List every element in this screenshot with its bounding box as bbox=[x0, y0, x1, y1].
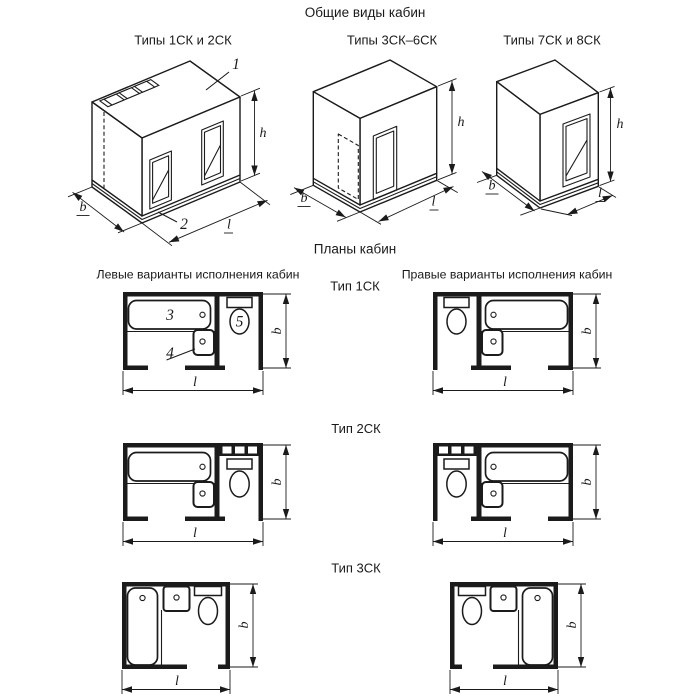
plan-type-label: Тип 2СК bbox=[331, 421, 381, 436]
bathtub bbox=[128, 453, 215, 484]
section-title: Общие виды кабин bbox=[304, 5, 426, 20]
plan-type-label: Тип 1СК bbox=[330, 278, 380, 294]
dim-label-l: l bbox=[193, 375, 197, 390]
dim-label-l: l bbox=[227, 217, 231, 233]
plan-3sk-left bbox=[122, 582, 258, 694]
dim-label-l: l bbox=[431, 194, 436, 210]
plan-row-type-2sk bbox=[123, 421, 601, 546]
bathtub bbox=[519, 588, 553, 665]
dim-label-b: b bbox=[270, 327, 285, 335]
washbasin bbox=[164, 587, 190, 612]
vent-block bbox=[438, 443, 477, 456]
section-general-views bbox=[68, 5, 624, 246]
iso-view-caption: Типы 3СК–6СК bbox=[346, 32, 438, 48]
callout-bathtub: 3 bbox=[166, 307, 174, 324]
iso-view-types-3sk-6sk bbox=[290, 33, 464, 225]
svg-text:4: 4 bbox=[166, 345, 174, 362]
bathtub bbox=[482, 301, 569, 332]
dimension-h bbox=[241, 88, 267, 181]
dim-label-b: b bbox=[237, 621, 252, 629]
plan-type-label: Тип 3СК bbox=[331, 560, 381, 576]
dim-label-h: h bbox=[616, 117, 624, 132]
cabin-box bbox=[313, 60, 436, 212]
bathtub bbox=[128, 588, 162, 665]
dim-label-h: h bbox=[259, 126, 267, 141]
dimension-h bbox=[438, 79, 465, 180]
dim-label-l: l bbox=[503, 674, 507, 689]
dimension-b bbox=[558, 584, 586, 667]
dim-label-l: l bbox=[193, 526, 197, 541]
plan-3sk-right bbox=[450, 582, 586, 694]
plan-1sk-right bbox=[433, 292, 601, 395]
vent-block bbox=[220, 443, 259, 456]
washbasin bbox=[194, 482, 215, 507]
right-variants-header: Правые варианты исполнения кабин bbox=[401, 267, 613, 282]
iso-view-types-7sk-8sk bbox=[477, 33, 624, 216]
toilet bbox=[459, 587, 486, 625]
dim-label-l: l bbox=[503, 375, 507, 390]
left-variants-header: Левые варианты исполнения кабин bbox=[96, 267, 300, 282]
washbasin bbox=[482, 330, 503, 355]
cabin-box bbox=[497, 60, 599, 208]
iso-view-caption: Типы 7СК и 8СК bbox=[503, 32, 601, 48]
toilet bbox=[444, 459, 469, 497]
dimension-b bbox=[230, 584, 258, 667]
dim-label-l: l bbox=[598, 186, 602, 201]
dimension-b bbox=[573, 294, 601, 368]
callout-washbasin bbox=[166, 345, 195, 362]
section-plans bbox=[97, 242, 613, 695]
plan-row-type-1sk bbox=[123, 279, 601, 396]
dimension-b bbox=[573, 445, 601, 519]
dim-label-b: b bbox=[565, 621, 580, 629]
washbasin bbox=[194, 330, 215, 355]
callout-number: 1 bbox=[232, 56, 240, 73]
washbasin bbox=[482, 482, 503, 507]
washbasin bbox=[491, 587, 517, 612]
plans-title: Планы кабин bbox=[313, 241, 397, 257]
dimension-l bbox=[123, 522, 263, 546]
dimension-h bbox=[600, 86, 624, 185]
dim-label-b: b bbox=[580, 327, 595, 335]
toilet bbox=[444, 298, 469, 335]
callout-toilet: 5 bbox=[235, 313, 244, 331]
dimension-l bbox=[433, 522, 573, 546]
dim-label-b: b bbox=[300, 191, 308, 206]
dim-label-b: b bbox=[270, 478, 285, 486]
callout-number: 2 bbox=[180, 216, 188, 233]
dim-label-b: b bbox=[79, 200, 87, 215]
plan-1sk-left bbox=[123, 292, 291, 395]
iso-view-caption: Типы 1СК и 2СК bbox=[134, 32, 232, 48]
dimension-b bbox=[263, 294, 291, 368]
dimension-l bbox=[433, 371, 573, 395]
plan-row-type-3sk bbox=[122, 561, 586, 695]
dimension-l bbox=[122, 670, 230, 694]
plan-2sk-right bbox=[433, 443, 601, 546]
dimension-l bbox=[450, 670, 558, 694]
dim-label-b: b bbox=[488, 178, 496, 194]
dimension-b bbox=[263, 445, 291, 519]
toilet bbox=[195, 587, 222, 625]
iso-view-types-1sk-2sk bbox=[68, 33, 270, 246]
bathtub bbox=[482, 453, 569, 484]
toilet bbox=[227, 459, 252, 497]
dim-label-l: l bbox=[503, 526, 507, 541]
cabin-box bbox=[92, 61, 240, 223]
plan-2sk-left bbox=[123, 443, 291, 546]
dim-label-l: l bbox=[175, 674, 179, 689]
dim-label-h: h bbox=[457, 115, 465, 130]
dim-label-b: b bbox=[580, 478, 595, 486]
dimension-l bbox=[123, 371, 263, 395]
